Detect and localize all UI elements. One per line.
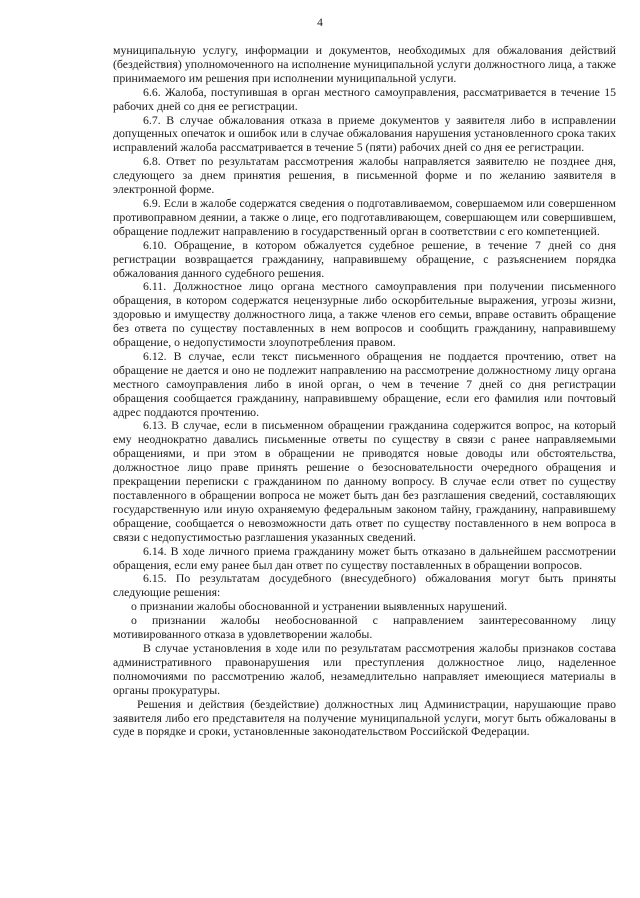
paragraph-violation-signs: В случае установления в ходе или по результатам рассмотрения жалобы признаков состава административного правонарушения или преступления должностное лицо, наделенное полномочиями по рассмотрению жалоб, незамедлительно направляет имеющиеся материалы в органы прокуратуры. [113,640,616,697]
document-body [113,44,616,739]
paragraph-6-7: 6.7. В случае обжалования отказа в приеме документов у заявителя либо в исправлении допущенных опечаток и ошибок или в случае обжалования нарушения установленного срока таких исправлений жалоба рассматривается в течение 5 (пяти) рабочих дней со дня ее регистрации. [113,112,616,155]
paragraph-6-8: 6.8. Ответ по результатам рассмотрения жалобы направляется заявителю не позднее дня, следующего за днем принятия решения, в письменной форме и по желанию заявителя в электронной форме. [113,154,616,197]
paragraph-6-6: 6.6. Жалоба, поступившая в орган местного самоуправления, рассматривается в течение 15 рабочих дней со дня ее регистрации. [113,84,616,113]
paragraph-6-10: 6.10. Обращение, в котором обжалуется судебное решение, в течение 7 дней со дня регистрации возвращается гражданину, направившему обращение, с разъяснением порядка обжалования данного судебного решения. [113,237,616,280]
decision-option-unjustified: о признании жалобы необоснованной с направлением заинтересованному лицу мотивированного отказа в удовлетворении жалобы. [113,613,616,642]
paragraph-6-12: 6.12. В случае, если текст письменного обращения не поддается прочтению, ответ на обращение не дается и оно не подлежит направлению на рассмотрение должностному лицу органа местного самоуправления либо в иной орган, о чем в течение 7 дней со дня регистрации обращения сообщается гражданину, направившему обращение, если его фамилия или почтовый адрес поддаются прочтению. [113,348,616,419]
decision-option-justified: о признании жалобы обоснованной и устранении выявленных нарушений. [131,599,508,614]
paragraph-court-appeal: Решения и действия (бездействие) должностных лиц Администрации, нарушающие право заявителя либо его представителя на получение муниципальной услуги, могут быть обжалованы в суде в порядке и сроки, установленные законодательством Российской Федерации. [113,696,616,739]
paragraph-6-9: 6.9. Если в жалобе содержатся сведения о подготавливаемом, совершаемом или совершенном противоправном деянии, а также о лице, его подготавливающем, совершающем или совершившем, обращение подлежит направлению в государственный орган в соответствии с его компетенцией. [113,195,616,238]
paragraph-6-13: 6.13. В случае, если в письменном обращении гражданина содержится вопрос, на который ему неоднократно давались письменные ответы по существу в связи с ранее направляемыми обращениями, и при этом в обращении не приводятся новые доводы или обстоятельства, должностное лицо праве принять решение о безосновательности очередного обращения и прекращении переписки с гражданином по данному вопросу. В случае если ответ по существу поставленного в обращении вопроса не может быть дан без разглашения сведений, составляющих государственную или иную охраняемую федеральным законом тайну, гражданину, направившему обращение, сообщается о невозможности дать ответ по существу поставленного в нем вопроса в связи с недопустимостью разглашения указанных сведений. [113,418,616,544]
page-number: 4 [317,17,323,29]
paragraph-6-14: 6.14. В ходе личного приема гражданину может быть отказано в дальнейшем рассмотрении обращения, если ему ранее был дан ответ по существу поставленных в обращении вопросов. [113,543,616,572]
paragraph-6-11: 6.11. Должностное лицо органа местного самоуправления при получении письменного обращения, в котором содержатся нецензурные либо оскорбительные выражения, угрозы жизни, здоровью и имуществу должностного лица, а также членов его семьи, вправе оставить обращение без ответа по существу поставленных в нем вопросов и сообщить гражданину, направившему обращение, о недопустимости злоупотребления правом. [113,279,616,350]
paragraph-6-15: 6.15. По результатам досудебного (внесудебного) обжалования могут быть приняты следующие решения: [113,571,616,600]
paragraph-continuation: муниципальную услугу, информации и документов, необходимых для обжалования действий (бездействия) уполномоченного на исполнение муниципальной услуги должностного лица, а также принимаемого им решения при исполнении муниципальной услуги. [113,43,616,85]
